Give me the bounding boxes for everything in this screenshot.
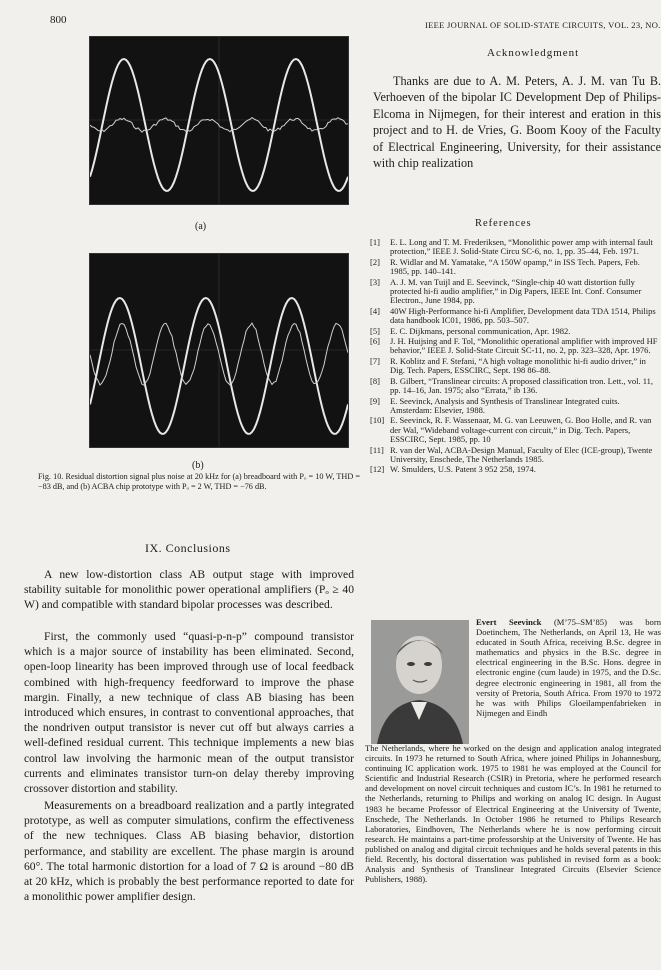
reference-item: [10] E. Seevinck, R. F. Wassenaar, M. G. van Leeuwen, G. Boo Holle, and R. van der Wal, “Wideband voltage-current con circuit,” in Dig. Tech. Papers, ESSCIRC, Sept. 1985, pp. 10 [370, 415, 652, 445]
reference-item: [11] R. van der Wal, ACBA-Design Manual, Faculty of Elec (ICE-group), Twente University, Enschede, The Netherlands 1985. [370, 444, 653, 464]
acknowledgment-title: Acknowledgment [487, 47, 580, 59]
reference-list [370, 238, 661, 476]
author-name: Evert Seevinck [476, 617, 542, 627]
figure-caption: Fig. 10. Residual distortion signal plus noise at 20 kHz for (a) breadboard with Pₒ = 10 W, THD = −83 dB, and (b) ACBA chip prototype with Pₒ = 2 W, THD = −76 dB. [38, 472, 360, 491]
references-title: References [475, 218, 532, 229]
conclusions-paragraph-2: First, the commonly used “quasi-p-n-p” compound transistor which is a major source of instability has been eliminated. Second, open-loop linearity has been improved through use of local feedback combined with high-frequency feedforward to improve the phase margin. Finally, a new technique of class AB biasing has been introduced which ensures, in contrast to conventional approaches, that the nondriven output transistor is never cut off but always carries a well-defined residual current. This technique implements a new bias control law involving the harmonic mean of the output transistor currents and eliminates transistor turn-on delay thereby improving crossover distortion and stability. [24, 630, 354, 796]
reference-item: [8] B. Gilbert, “Translinear circuits: A proposed classification tron. Lett., vol. 11, pp. 14–16, Jan. 1975; also “Errata,” ib 136. [370, 375, 654, 396]
conclusions-paragraph-1: A new low-distortion class AB output stage with improved stability suitable for monolithic power operational amplifiers (Pₒ ≥ 40 W) and compatible with standard bipolar processes was described. [24, 568, 354, 612]
acknowledgment-text: Thanks are due to A. M. Peters, A. J. M. van Tu B. Verhoeven of the bipolar IC Development Dep of Philips-Elcoma in Nijmegen, for their interest and eration in this project and to H. de Vries, G. Boom Kooy of the Faculty of Electrical Engineering, University, for their assistance with chip realization [373, 74, 661, 171]
reference-item: [6] J. H. Huijsing and F. Tol, “Monolithic operational amplifier with improved HF behavior,” IEEE J. Solid-State Circuit SC-11, no. 2, pp. 323–328, Apr. 1976. [370, 336, 658, 356]
author-biography-bottom: The Netherlands, where he worked on the design and application analog integrated circuits. In 1973 he returned to South Africa, where joined Philips in Johannesburg, continuing IC application work. 1975 to 1981 he was employed at the Council for Scientific and Industrial Research (CSIR) in Pretoria, where he performed research and development on novel circuit techniques and custom IC’s. In 1981 he returned to the Netherlands, returning to Philips and working on analog IC design. In August 1983 he became Professor of Electrical Engineering at the University of Twente, Enschede, The Netherlands. In October 1986 he returned to Philips Research Laboratories, Eindhoven, The Netherlands where he is now performing circuit research. He maintains a part-time professorship at the University of Twente. He has published on analog and digital circuit techniques and he holds several patents in this field. Recently, his doctoral dissertation was published in revised form as a book: Analysis and Synthesis of Translinear Integrated Circuits (Elsevier Science Publishers, 1988). [365, 743, 661, 885]
author-membership: (M’75–SM’85) was born [541, 617, 661, 627]
reference-item: [2] R. Widlar and M. Yamatake, “A 150W opamp,” in ISS Tech. Papers, Feb. 1985, pp. 140–141. [370, 256, 640, 277]
figure-label-a: (a) [195, 221, 207, 232]
reference-item: [9] E. Seevinck, Analysis and Synthesis of Translinear Integrated cuits. Amsterdam: Elsevier, 1988. [370, 395, 620, 415]
oscilloscope-trace-b [89, 253, 349, 448]
reference-item: [12] W. Smulders, U.S. Patent 3 952 258, 1974. [370, 464, 536, 475]
oscilloscope-trace-a [89, 36, 349, 205]
author-bio-text: Doetinchem, The Netherlands, on April 13, He was educated in South Africa, receiving B.Sc. degree in mathematics and physics in the B.Sc. degree in electrical engineering in the B.Sc. Hons. degree in electronic engine (cum laude) in 1975, and the D.Sc. degree electronic engineering in 1981, all from the versity of Pretoria, South Africa. From 1970 to 1972 he was with Philips Gloeilampenfabrieken in Nijmegen and Eindh [476, 627, 661, 718]
page-number: 800 [50, 14, 67, 26]
reference-item: [5] E. C. Dijkmans, personal communication, Apr. 1982. [370, 325, 571, 336]
reference-item: [1] E. L. Long and T. M. Frederiksen, “Monolithic power amp with internal fault protection,” IEEE J. Solid-State Circu SC-6, no. 1, pp. 35–44, Feb. 1971. [370, 237, 653, 257]
author-biography-top [476, 617, 661, 718]
section-title-conclusions: IX. Conclusions [145, 541, 231, 555]
figure-label-b: (b) [192, 460, 204, 471]
reference-item: [3] A. J. M. van Tuijl and E. Seevinck, “Single-chip 40 watt distortion fully protected hi-fi audio amplifier,” in Dig Papers, IEEE Int. Conf. Consumer Electron., June 1984, pp. [370, 276, 642, 306]
reference-item: [7] R. Koblitz and F. Stefani, “A high voltage monolithic hi-fi audio driver,” in Dig. Tech. Papers, ESSCIRC, Sept. 198 86–88. [370, 355, 646, 376]
conclusions-paragraph-3: Measurements on a breadboard realization and a partly integrated prototype, as well as computer simulations, confirm the effectiveness of the new techniques. Class AB biasing behavior, distortion performance, and stability are excellent. The phase margin is around 60°. The total harmonic distortion for a load of 7 Ω is around −80 dB at 20 kHz, which is probably the best performance reported to date for a monolithic power amplifier design. [24, 799, 354, 904]
author-photo [371, 620, 469, 744]
running-head: IEEE JOURNAL OF SOLID-STATE CIRCUITS, VOL. 23, NO. [425, 20, 661, 30]
reference-item: [4] 40W High-Performance hi-fi Amplifier, Development data TDA 1514, Philips data handbook IC01, 1986, pp. 503–507. [370, 305, 656, 326]
